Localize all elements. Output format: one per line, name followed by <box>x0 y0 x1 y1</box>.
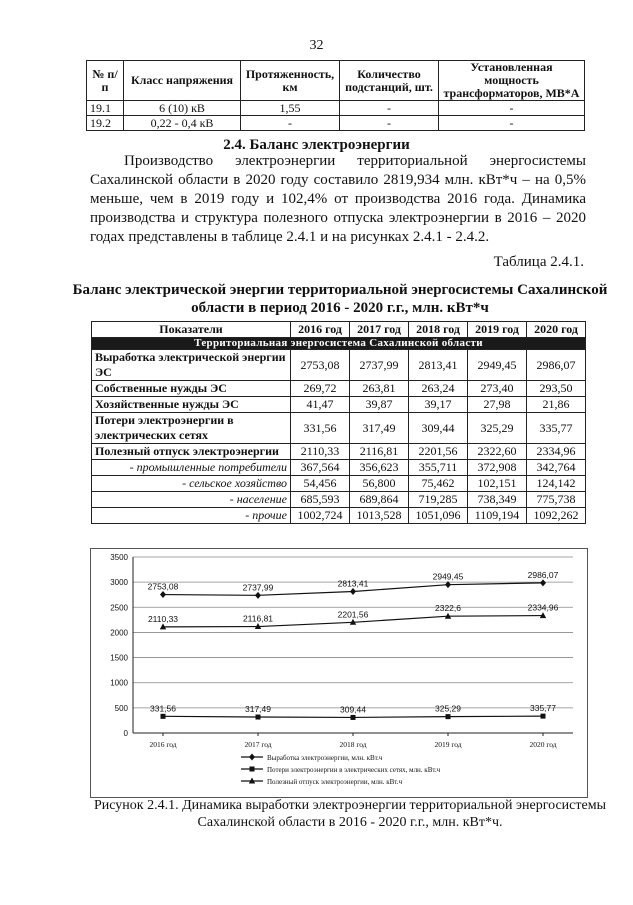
data-label: 2322,6 <box>435 603 461 614</box>
data-point <box>255 592 261 599</box>
data-point <box>160 591 166 598</box>
section-band: Территориальная энергосистема Сахалинской области <box>92 338 586 350</box>
y-tick-label: 1500 <box>110 653 128 663</box>
value-cell: 41,47 <box>291 397 350 413</box>
table-label: Таблица 2.4.1. <box>493 254 584 270</box>
legend-label: Выработка электроэнергии, млн. кВт.ч <box>267 754 383 762</box>
value-cell: 27,98 <box>468 397 527 413</box>
y-tick-label: 500 <box>114 703 128 713</box>
value-cell: 367,564 <box>291 460 350 476</box>
y-tick-label: 0 <box>123 729 128 738</box>
data-label: 2201,56 <box>337 609 369 620</box>
column-header: Количество подстанций, шт. <box>340 61 439 101</box>
row-label: - население <box>92 492 291 508</box>
value-cell: 2201,56 <box>409 444 468 460</box>
value-cell: 2116,81 <box>350 444 409 460</box>
data-label: 325,29 <box>435 703 461 714</box>
data-point <box>350 588 356 595</box>
section-heading: 2.4. Баланс электроэнергии <box>223 137 410 153</box>
value-cell: 263,81 <box>350 381 409 397</box>
table-header-row <box>92 322 586 338</box>
table-cell: 1,55 <box>241 101 340 116</box>
body-paragraph: Производство электроэнергии территориальной энергосистемы Сахалинской области в 2020 году составило 2819,934 млн. кВт*ч – на 0,5% меньше, чем в 2019 году и 102,4% от производства 2016 года. Динамика производства и структура полезного отпуска электроэнергии в 2016 – 2020 годах представлены в таблице 2.4.1 и на рисунках 2.4.1 - 2.4.2. <box>90 153 586 245</box>
value-cell: 56,800 <box>350 476 409 492</box>
value-cell: 293,50 <box>527 381 586 397</box>
column-header: 2020 год <box>527 322 586 338</box>
table-cell: - <box>340 116 439 131</box>
data-label: 309,44 <box>340 704 366 715</box>
table-header-row <box>87 61 585 101</box>
table-row <box>92 460 586 476</box>
column-header: 2016 год <box>291 322 350 338</box>
value-cell: 335,77 <box>527 413 586 444</box>
column-header: Установленная мощность трансформаторов, МВ*А <box>439 61 585 101</box>
value-cell: 102,151 <box>468 476 527 492</box>
value-cell: 2813,41 <box>409 350 468 381</box>
value-cell: 1002,724 <box>291 508 350 524</box>
row-label: - промышленные потребители <box>92 460 291 476</box>
value-cell: 309,44 <box>409 413 468 444</box>
y-tick-label: 3000 <box>110 578 128 588</box>
table-cell: - <box>241 116 340 131</box>
table-row <box>92 476 586 492</box>
data-label: 2116,81 <box>242 613 274 624</box>
value-cell: 263,24 <box>409 381 468 397</box>
value-cell: 2986,07 <box>527 350 586 381</box>
row-label: Полезный отпуск электроэнергии <box>92 444 291 460</box>
value-cell: 2334,96 <box>527 444 586 460</box>
value-cell: 1013,528 <box>350 508 409 524</box>
column-header: 2019 год <box>468 322 527 338</box>
table-row <box>92 444 586 460</box>
x-tick-label: 2020 год <box>529 740 557 749</box>
value-cell: 356,623 <box>350 460 409 476</box>
legend-marker <box>249 754 255 761</box>
y-tick-label: 1000 <box>110 678 128 688</box>
column-header: Протяженность, км <box>241 61 340 101</box>
x-tick-label: 2017 год <box>244 740 272 749</box>
value-cell: 355,711 <box>409 460 468 476</box>
data-point <box>161 714 166 719</box>
table-cell: 19.1 <box>87 101 124 116</box>
page-number: 32 <box>309 38 324 53</box>
table-row <box>92 381 586 397</box>
value-cell: 124,142 <box>527 476 586 492</box>
data-label: 2813,41 <box>337 578 369 589</box>
column-header: 2017 год <box>350 322 409 338</box>
column-header: Класс напряжения <box>124 61 241 101</box>
data-point <box>446 714 451 719</box>
row-label: - прочие <box>92 508 291 524</box>
data-label: 2334,96 <box>527 602 559 613</box>
y-tick-label: 3500 <box>110 553 128 562</box>
value-cell: 342,764 <box>527 460 586 476</box>
value-cell: 2753,08 <box>291 350 350 381</box>
energy-balance-table <box>91 321 586 524</box>
data-label: 331,56 <box>150 703 176 714</box>
data-label: 317,49 <box>245 704 271 715</box>
table-row <box>92 492 586 508</box>
table-cell: 0,22 - 0,4 кВ <box>124 116 241 131</box>
table-body <box>92 350 586 524</box>
figure-caption: Рисунок 2.4.1. Динамика выработки электроэнергии территориальной энергосистемы Сахалинской области в 2016 - 2020 г.г., млн. кВт*ч. <box>94 798 606 830</box>
line-chart <box>90 548 588 798</box>
value-cell: 21,86 <box>527 397 586 413</box>
network-summary-table <box>86 60 585 131</box>
legend-marker <box>250 767 255 772</box>
value-cell: 54,456 <box>291 476 350 492</box>
data-label: 2753,08 <box>147 581 179 592</box>
row-label: Хозяйственные нужды ЭС <box>92 397 291 413</box>
column-header: 2018 год <box>409 322 468 338</box>
data-label: 335,77 <box>530 703 556 714</box>
legend-label: Потери электроэнергии в электрических сетях, млн. кВт.ч <box>267 766 441 774</box>
table-cell: - <box>340 101 439 116</box>
y-tick-label: 2000 <box>110 628 128 638</box>
value-cell: 317,49 <box>350 413 409 444</box>
table-row <box>92 350 586 381</box>
value-cell: 775,738 <box>527 492 586 508</box>
value-cell: 2322,60 <box>468 444 527 460</box>
value-cell: 689,864 <box>350 492 409 508</box>
section-band-row <box>92 338 586 350</box>
row-label: Выработка электрической энергии ЭС <box>92 350 291 381</box>
value-cell: 269,72 <box>291 381 350 397</box>
x-tick-label: 2019 год <box>434 740 462 749</box>
data-point <box>351 715 356 720</box>
value-cell: 331,56 <box>291 413 350 444</box>
value-cell: 685,593 <box>291 492 350 508</box>
value-cell: 2110,33 <box>291 444 350 460</box>
row-label: Потери электроэнергии в электрических сетях <box>92 413 291 444</box>
value-cell: 1051,096 <box>409 508 468 524</box>
value-cell: 372,908 <box>468 460 527 476</box>
data-point <box>541 714 546 719</box>
value-cell: 1092,262 <box>527 508 586 524</box>
row-label: Собственные нужды ЭС <box>92 381 291 397</box>
table-row <box>92 413 586 444</box>
table-row <box>92 508 586 524</box>
table-cell: 6 (10) кВ <box>124 101 241 116</box>
row-label: - сельское хозяйство <box>92 476 291 492</box>
data-label: 2986,07 <box>527 569 559 580</box>
data-label: 2949,45 <box>432 571 464 582</box>
table-row <box>92 397 586 413</box>
data-label: 2110,33 <box>147 613 179 624</box>
table-cell: - <box>439 116 585 131</box>
value-cell: 273,40 <box>468 381 527 397</box>
x-tick-label: 2018 год <box>339 740 367 749</box>
value-cell: 1109,194 <box>468 508 527 524</box>
value-cell: 2949,45 <box>468 350 527 381</box>
column-header: № п/п <box>87 61 124 101</box>
chart-svg <box>91 549 587 797</box>
table-cell: - <box>439 101 585 116</box>
table-row <box>87 116 585 131</box>
y-tick-label: 2500 <box>110 603 128 613</box>
x-tick-label: 2016 год <box>149 740 177 749</box>
table-title: Баланс электрической энергии территориальной энергосистемы Сахалинской области в период 2016 - 2020 г.г., млн. кВт*ч <box>72 282 608 316</box>
value-cell: 75,462 <box>409 476 468 492</box>
table-row <box>87 101 585 116</box>
data-point <box>256 715 261 720</box>
value-cell: 738,349 <box>468 492 527 508</box>
value-cell: 325,29 <box>468 413 527 444</box>
value-cell: 2737,99 <box>350 350 409 381</box>
data-label: 2737,99 <box>242 582 274 593</box>
value-cell: 719,285 <box>409 492 468 508</box>
data-point <box>540 579 546 586</box>
table-cell: 19.2 <box>87 116 124 131</box>
value-cell: 39,17 <box>409 397 468 413</box>
value-cell: 39,87 <box>350 397 409 413</box>
column-header: Показатели <box>92 322 291 338</box>
legend-label: Полезный отпуск электроэнергии, млн. кВт.ч <box>267 778 403 786</box>
